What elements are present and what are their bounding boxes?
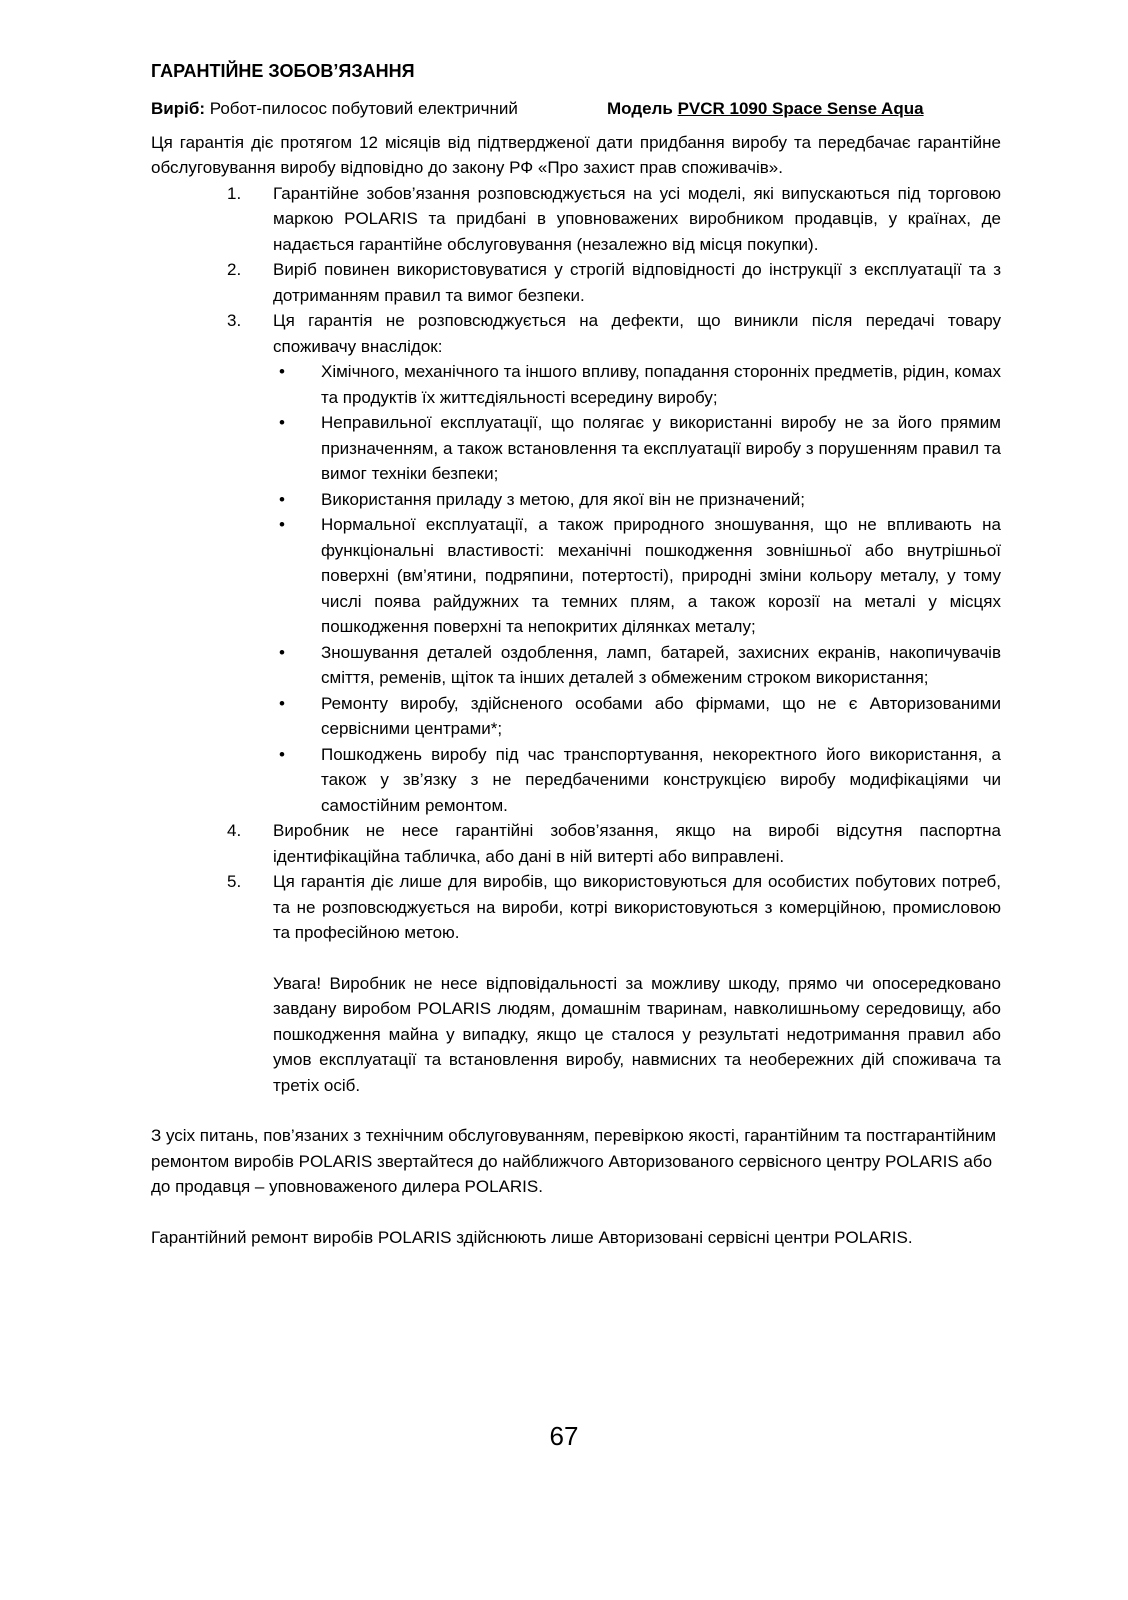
bullet-item	[273, 691, 1001, 742]
list-item-text: Ця гарантія діє лише для виробів, що використовуються для особистих побутових потреб, та не розповсюджується на вироби, котрі використовуються з комерційною, промисловою та професійною метою.	[273, 872, 1001, 942]
model-block	[607, 96, 924, 122]
list-item-text: Виробник не несе гарантійні зобов’язання, якщо на виробі відсутня паспортна ідентифікаційна табличка, або дані в ній витерті або виправлені.	[273, 821, 1001, 866]
page-title: ГАРАНТІЙНЕ ЗОБОВ’ЯЗАННЯ	[151, 61, 415, 81]
list-item	[151, 818, 1001, 869]
bullet-icon: •	[279, 642, 285, 662]
bullet-icon: •	[279, 362, 285, 381]
list-item	[151, 869, 1001, 946]
bullet-icon: •	[279, 693, 285, 713]
bullet-item	[273, 742, 1001, 819]
bullet-item	[273, 640, 1001, 691]
list-item-number: 5.	[227, 872, 242, 891]
bullet-item	[273, 410, 1001, 487]
bullet-item	[273, 512, 1001, 640]
intro-paragraph: Ця гарантія діє протягом 12 місяців від підтвердженої дати придбання виробу та передбачає гарантійне обслуговування виробу відповідно до закону РФ «Про захист прав споживачів».	[151, 132, 1001, 177]
bullet-item	[273, 487, 1001, 513]
product-line	[151, 96, 1001, 122]
bullet-item	[273, 359, 1001, 410]
model-value: PVCR 1090 Space Sense Aqua	[677, 99, 924, 118]
bullet-icon: •	[279, 744, 285, 764]
page-number: 67	[549, 1421, 579, 1451]
product-value: Робот-пилосос побутовий електричний	[209, 99, 518, 118]
liability-note: Увага! Виробник не несе відповідальності за можливу шкоду, прямо чи опосередковано завдану виробом POLARIS людям, домашнім тваринам, навколишньому середовищу, або пошкодження майна у випадку, якщо це сталося у результаті недотримання правил або умов експлуатації та встановлення виробу, навмисних та необережних дій споживача та третіх осіб.	[273, 973, 1001, 1095]
model-label: Модель	[607, 99, 673, 118]
list-item-number: 4.	[227, 821, 242, 840]
bullet-icon: •	[279, 489, 285, 509]
warranty-conditions-list	[151, 181, 1001, 946]
list-item	[151, 257, 1001, 308]
bullet-text: Ремонту виробу, здійсненого особами або фірмами, що не є Авторизованими сервісними центрами*;	[321, 693, 1001, 738]
list-item-text: Ця гарантія не розповсюджується на дефекти, що виникли після передачі товару споживачу внаслідок:	[273, 311, 1001, 356]
bullet-text: Пошкоджень виробу під час транспортування, некоректного його використання, а також у зв’язку з не передбаченими конструкцією виробу модифікаціями чи самостійним ремонтом.	[321, 744, 1001, 815]
warranty-page	[151, 58, 1001, 1250]
repair-paragraph: Гарантійний ремонт виробів POLARIS здійснюють лише Авторизовані сервісні центри POLARIS.	[151, 1227, 913, 1247]
bullet-icon: •	[279, 515, 285, 534]
bullet-text: Неправильної експлуатації, що полягає у використанні виробу не за його прямим призначенням, а також встановлення та експлуатації виробу з порушенням правил та вимог техніки безпеки;	[321, 413, 1001, 483]
list-item-number: 1.	[227, 183, 242, 203]
product-label: Виріб:	[151, 99, 205, 118]
list-item	[151, 181, 1001, 258]
bullet-text: Зношування деталей оздоблення, ламп, батарей, захисних екранів, накопичувачів сміття, ременів, щіток та інших деталей з обмеженим строком використання;	[321, 642, 1001, 687]
list-item-number: 2.	[227, 260, 242, 279]
list-item-text: Гарантійне зобов’язання розповсюджується на усі моделі, які випускаються під торговою маркою POLARIS та придбані в уповноважених виробником продавців, у країнах, де надається гарантійне обслуговування (незалежно від місця покупки).	[273, 183, 1001, 254]
bullet-text: Хімічного, механічного та іншого впливу, попадання сторонніх предметів, рідин, комах та продуктів їх життєдіяльності всередину виробу;	[321, 362, 1001, 407]
list-item-number: 3.	[227, 311, 242, 330]
list-item	[151, 308, 1001, 818]
service-paragraph: З усіх питань, пов’язаних з технічним обслуговуванням, перевіркою якості, гарантійним та постгарантійним ремонтом виробів POLARIS звертайтеся до найближчого Авторизованого сервісного центру POLARIS або до продавця – уповноваженого дилера POLARIS.	[151, 1126, 997, 1196]
exclusions-list	[273, 359, 1001, 818]
bullet-text: Нормальної експлуатації, а також природного зношування, що не впливають на функціональні властивості: механічні пошкодження зовнішньої або внутрішньої поверхні (вм’ятини, подряпини, потертості), природні зміни кольору металу, у тому числі поява райдужних та темних плям, а також корозії на металі у місцях пошкодження поверхні та непокритих ділянках металу;	[321, 515, 1001, 636]
list-item-text: Виріб повинен використовуватися у строгій відповідності до інструкції з експлуатації та з дотриманням правил та вимог безпеки.	[273, 260, 1001, 305]
bullet-text: Використання приладу з метою, для якої він не призначений;	[321, 489, 805, 509]
bullet-icon: •	[279, 413, 285, 432]
